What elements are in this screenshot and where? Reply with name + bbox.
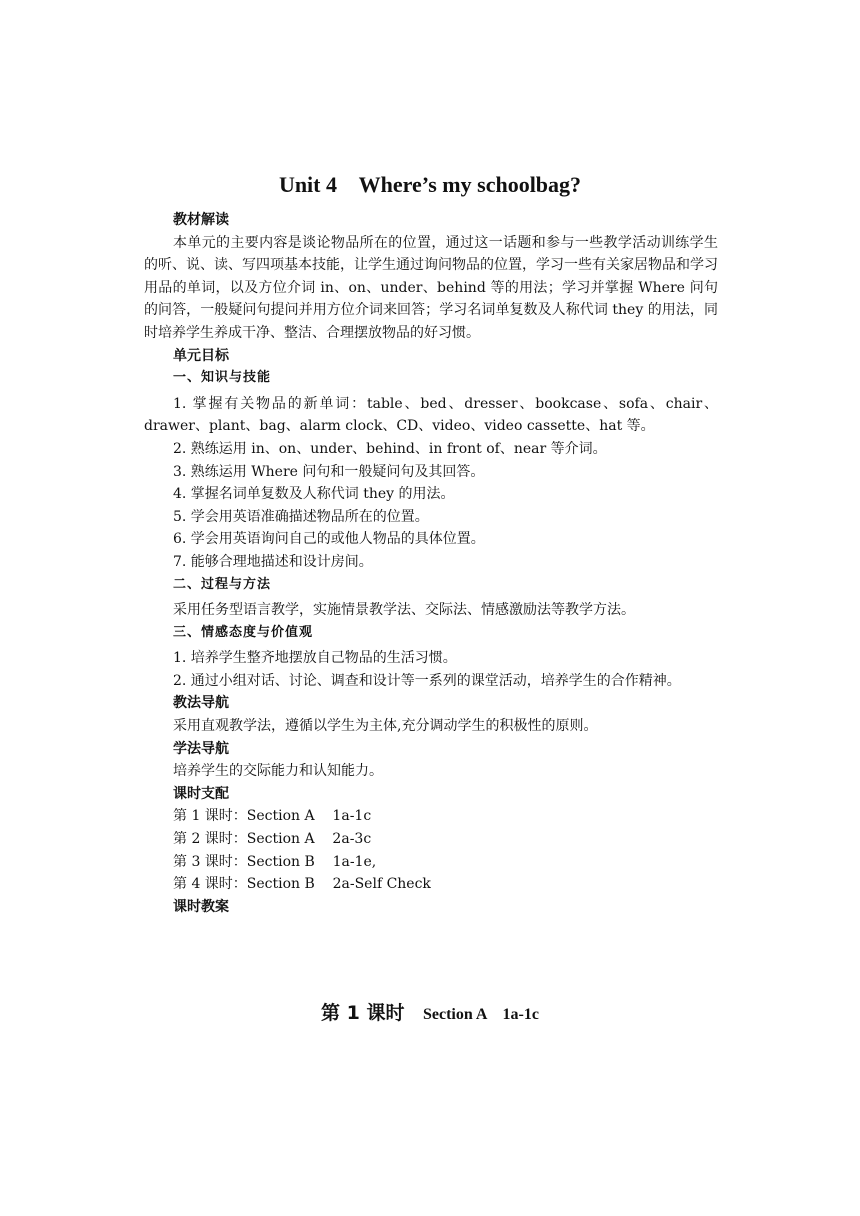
schedule-item: 第 3 课时：Section B 1a-1e, [173,853,377,870]
paragraph-jiaofa: 采用直观教学法，遵循以学生为主体,充分调动学生的积极性的原则。 [173,718,598,735]
paragraph-process-methods: 采用任务型语言教学，实施情景教学法、交际法、情感激励法等教学方法。 [173,602,635,619]
heading-jiaoan: 课时教案 [173,898,229,915]
list-item: 2. 熟练运用 in、on、under、behind、in front of、near 等介词。 [173,440,607,457]
list-item: 1. 掌握有关物品的新单词：table、bed、dresser、bookcase、sofa、chair、drawer、plant、bag、alarm clock、CD、video、video cassette、hat 等。 [144,395,718,435]
lesson-section: Section A 1a-1c [422,1006,539,1023]
lesson-title [0,998,860,1025]
subheading-attitude-values: 三、情感态度与价值观 [173,624,314,640]
paragraph-jiaocai: 本单元的主要内容是谈论物品所在的位置，通过这一话题和参与一些教学活动训练学生的听、说、读、写四项基本技能，让学生通过询问物品的位置，学习一些有关家居物品和学习用品的单词，以及方位介词 in、on、under、behind 等的用法；学习并掌握 Where 问句的问答，一般疑问句提问并用方位介词来回答；学习名词单复数及人称代词 they 的用法，同时培养学生养成干净、整洁、合理摆放物品的好习惯。 [144,234,718,341]
list-item: 5. 学会用英语准确描述物品所在的位置。 [173,508,429,525]
heading-jiaofa: 教法导航 [173,695,229,712]
list-item: 2. 通过小组对话、讨论、调查和设计等一系列的课堂活动，培养学生的合作精神。 [173,672,681,689]
list-item: 4. 掌握名词单复数及人称代词 they 的用法。 [173,486,455,503]
heading-xuefa: 学法导航 [173,740,229,757]
list-item: 6. 学会用英语询问自己的或他人物品的具体位置。 [173,531,485,548]
lesson-number: 第 1 课时 [321,1002,405,1024]
subheading-process-methods: 二、过程与方法 [173,576,272,592]
heading-jiaocai: 教材解读 [173,212,229,228]
schedule-item: 第 4 课时：Section B 2a-Self Check [173,876,431,893]
schedule-item: 第 2 课时：Section A 2a-3c [173,831,372,848]
unit-title: Unit 4 Where’s my schoolbag? [278,172,582,197]
list-item: 3. 熟练运用 Where 问句和一般疑问句及其回答。 [173,463,485,480]
document-body [144,209,718,918]
subheading-knowledge-skills: 一、知识与技能 [173,370,272,386]
list-item: 7. 能够合理地描述和设计房间。 [173,553,373,570]
heading-keshi: 课时支配 [173,785,229,802]
list-item: 1. 培养学生整齐地摆放自己物品的生活习惯。 [173,650,457,667]
paragraph-xuefa: 培养学生的交际能力和认知能力。 [173,763,383,780]
schedule-item: 第 1 课时：Section A 1a-1c [173,808,372,825]
heading-mubiao: 单元目标 [173,347,229,364]
